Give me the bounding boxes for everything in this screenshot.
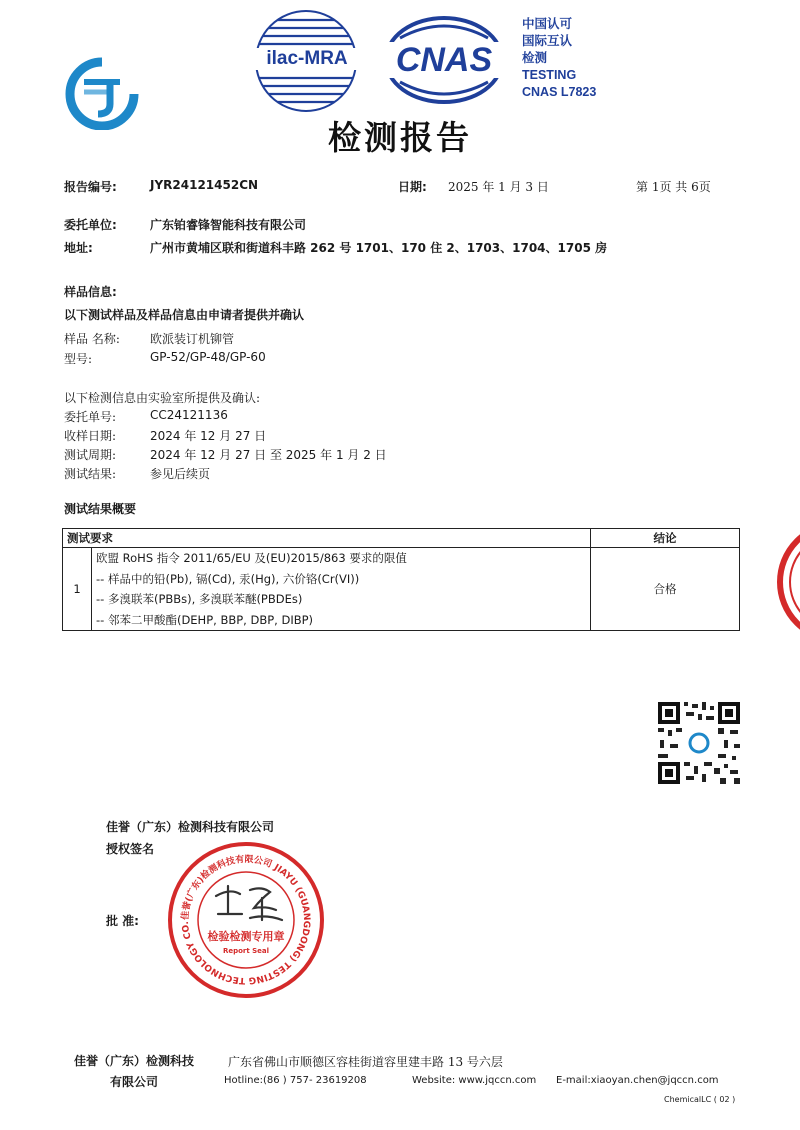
cnas-info-line: 检测 xyxy=(522,51,548,65)
client-address: 广州市黄埔区联和街道科丰路 262 号 1701、170 住 2、1703、1704、1705 房 xyxy=(150,241,608,255)
stamp-sub-text: Report Seal xyxy=(222,947,270,955)
report-number-label: 报告编号: xyxy=(64,180,117,194)
requirement-line: -- 邻苯二甲酸酯(DEHP, BBP, DBP, DIBP) xyxy=(96,612,314,627)
order-number: CC24121136 xyxy=(150,408,228,422)
ilac-text: ilac-MRA xyxy=(254,48,360,70)
stamp-center-text: 检验检测专用章 xyxy=(207,930,285,943)
cnas-info-line: TESTING xyxy=(522,68,577,82)
sample-name: 欧派装订机铆管 xyxy=(150,332,235,346)
stamp-edge-icon xyxy=(776,516,800,648)
requirement-line: -- 样品中的铅(Pb), 镉(Cd), 汞(Hg), 六价铬(Cr(VI)) xyxy=(96,571,360,586)
ilac-mra-logo xyxy=(250,8,362,114)
requirement-line: 欧盟 RoHS 指令 2011/65/EU 及(EU)2015/863 要求的限值 xyxy=(96,551,407,565)
cnas-text: CNAS xyxy=(380,42,508,78)
footer-company-line1: 佳誉（广东）检测科技 xyxy=(74,1054,195,1068)
cnas-info-line: 中国认可 xyxy=(522,17,573,31)
qr-code[interactable] xyxy=(654,698,744,788)
report-date: 2025 年 1 月 3 日 xyxy=(448,180,549,194)
address-label: 地址: xyxy=(64,241,93,255)
footer-email: E-mail:xiaoyan.chen@jqccn.com xyxy=(556,1075,719,1086)
footer-code: ChemicalLC ( 02 ) xyxy=(664,1095,736,1104)
handwritten-signature xyxy=(210,880,290,924)
footer-company-line2: 有限公司 xyxy=(110,1075,159,1089)
order-label: 委托单号: xyxy=(64,410,117,424)
header-conclusion: 结论 xyxy=(591,529,740,548)
lab-note: 以下检测信息由实验室所提供及确认: xyxy=(64,391,261,405)
report-date-label: 日期: xyxy=(398,180,427,194)
requirement-line: -- 多溴联苯(PBBs), 多溴联苯醚(PBDEs) xyxy=(96,592,303,606)
cnas-info-line: CNAS L7823 xyxy=(522,85,597,99)
header-requirement: 测试要求 xyxy=(63,529,591,548)
sample-note: 以下测试样品及样品信息由申请者提供并确认 xyxy=(64,308,305,322)
cnas-info xyxy=(522,16,632,101)
qr-code-icon xyxy=(654,698,744,788)
page-indicator: 第 1页 共 6页 xyxy=(636,180,711,194)
received-date: 2024 年 12 月 27 日 xyxy=(150,429,267,443)
report-number: JYR24121452CN xyxy=(150,178,259,192)
footer-hotline: Hotline:(86 ) 757- 23619208 xyxy=(224,1075,367,1086)
table-row xyxy=(63,548,740,631)
authorized-signature-label: 授权签名 xyxy=(106,842,155,856)
period-label: 测试周期: xyxy=(64,448,117,462)
test-period: 2024 年 12 月 27 日 至 2025 年 1 月 2 日 xyxy=(150,448,387,462)
sample-name-label: 样品 名称: xyxy=(64,332,120,346)
result-label: 测试结果: xyxy=(64,467,117,481)
sample-model-label: 型号: xyxy=(64,352,93,366)
sample-model: GP-52/GP-48/GP-60 xyxy=(150,350,266,364)
received-label: 收样日期: xyxy=(64,429,117,443)
row-conclusion: 合格 xyxy=(591,548,740,631)
footer-website: Website: www.jqccn.com xyxy=(412,1075,537,1086)
table-header-row xyxy=(63,529,740,548)
row-number: 1 xyxy=(63,548,92,631)
test-result: 参见后续页 xyxy=(150,467,211,481)
sample-section-title: 样品信息: xyxy=(64,285,117,299)
client-label: 委托单位: xyxy=(64,218,117,232)
summary-table xyxy=(62,528,740,631)
approve-label: 批 准: xyxy=(106,914,139,928)
summary-section-title: 测试结果概要 xyxy=(64,502,137,516)
client-name: 广东铂睿锋智能科技有限公司 xyxy=(150,218,307,232)
edge-stamp xyxy=(776,516,800,648)
signature-icon xyxy=(210,880,290,924)
footer-address: 广东省佛山市顺德区容桂街道容里建丰路 13 号六层 xyxy=(228,1055,503,1069)
signature-company: 佳誉（广东）检测科技有限公司 xyxy=(106,820,275,834)
cnas-info-line: 国际互认 xyxy=(522,34,573,48)
row-requirements xyxy=(92,548,591,631)
cnas-logo xyxy=(380,16,508,104)
stamp-ring-text: 佳誉(广东)检测科技有限公司 JIAYU (GUANGDONG) TESTING TECHNOLOGY CO. xyxy=(180,854,312,986)
page-title: 检测报告 xyxy=(328,118,472,157)
